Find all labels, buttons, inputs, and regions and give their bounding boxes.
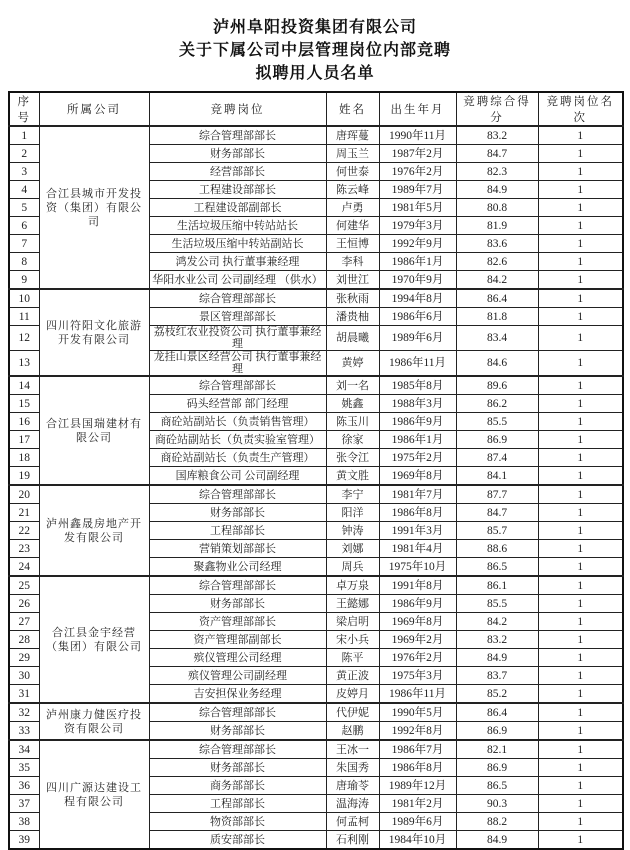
position-cell: 工程部部长 (149, 522, 326, 540)
rank-cell: 1 (538, 235, 623, 253)
score-cell: 86.5 (456, 558, 538, 577)
rank-cell: 1 (538, 777, 623, 795)
position-cell: 华阳水业公司 公司副经理 （供水） (149, 271, 326, 290)
row-number-cell: 12 (9, 326, 39, 351)
score-cell: 84.9 (456, 831, 538, 850)
position-cell: 殡仪管理公司副经理 (149, 667, 326, 685)
birth-cell: 1986年6月 (379, 308, 456, 326)
position-cell: 商砼站副站长（负责实验室管理） (149, 431, 326, 449)
position-cell: 综合管理部部长 (149, 126, 326, 145)
rank-cell: 1 (538, 703, 623, 722)
row-number-cell: 34 (9, 740, 39, 759)
name-cell: 钟涛 (326, 522, 379, 540)
score-cell: 85.7 (456, 522, 538, 540)
position-cell: 资产管理部副部长 (149, 631, 326, 649)
rank-cell: 1 (538, 376, 623, 395)
rank-cell: 1 (538, 595, 623, 613)
rank-cell: 1 (538, 613, 623, 631)
rank-cell: 1 (538, 145, 623, 163)
position-cell: 工程建设部副部长 (149, 199, 326, 217)
table-row (9, 289, 623, 308)
title-line-3: 拟聘用人员名单 (255, 65, 375, 82)
row-number-cell: 20 (9, 485, 39, 504)
row-number-cell: 37 (9, 795, 39, 813)
rank-cell: 1 (538, 351, 623, 377)
row-number-cell: 32 (9, 703, 39, 722)
name-cell: 陈玉川 (326, 413, 379, 431)
score-cell: 84.2 (456, 613, 538, 631)
row-number-cell: 29 (9, 649, 39, 667)
table-row (9, 576, 623, 595)
score-cell: 82.6 (456, 253, 538, 271)
rank-cell: 1 (538, 522, 623, 540)
score-cell: 85.5 (456, 413, 538, 431)
header-serial: 序号 (9, 92, 39, 126)
rank-cell: 1 (538, 289, 623, 308)
name-cell: 徐家 (326, 431, 379, 449)
score-cell: 90.3 (456, 795, 538, 813)
row-number-cell: 9 (9, 271, 39, 290)
birth-cell: 1969年8月 (379, 613, 456, 631)
score-cell: 86.1 (456, 576, 538, 595)
name-cell: 周兵 (326, 558, 379, 577)
name-cell: 卓万泉 (326, 576, 379, 595)
name-cell: 李宁 (326, 485, 379, 504)
position-cell: 生活垃圾压缩中转站站长 (149, 217, 326, 235)
rank-cell: 1 (538, 722, 623, 741)
row-number-cell: 13 (9, 351, 39, 377)
birth-cell: 1986年11月 (379, 351, 456, 377)
row-number-cell: 8 (9, 253, 39, 271)
name-cell: 代伊妮 (326, 703, 379, 722)
birth-cell: 1986年8月 (379, 504, 456, 522)
position-cell: 龙挂山景区经营公司 执行董事兼经理 (149, 351, 326, 377)
birth-cell: 1975年2月 (379, 449, 456, 467)
position-cell: 码头经营部 部门经理 (149, 395, 326, 413)
row-number-cell: 14 (9, 376, 39, 395)
rank-cell: 1 (538, 199, 623, 217)
position-cell: 殡仪管理公司经理 (149, 649, 326, 667)
row-number-cell: 38 (9, 813, 39, 831)
position-cell: 景区管理部部长 (149, 308, 326, 326)
position-cell: 物资部部长 (149, 813, 326, 831)
name-cell: 陈云峰 (326, 181, 379, 199)
birth-cell: 1985年8月 (379, 376, 456, 395)
row-number-cell: 30 (9, 667, 39, 685)
birth-cell: 1989年6月 (379, 813, 456, 831)
birth-cell: 1975年10月 (379, 558, 456, 577)
position-cell: 综合管理部部长 (149, 485, 326, 504)
score-cell: 84.1 (456, 467, 538, 486)
row-number-cell: 21 (9, 504, 39, 522)
row-number-cell: 11 (9, 308, 39, 326)
score-cell: 83.2 (456, 631, 538, 649)
position-cell: 经营部部长 (149, 163, 326, 181)
birth-cell: 1994年8月 (379, 289, 456, 308)
table-row (9, 376, 623, 395)
rank-cell: 1 (538, 504, 623, 522)
score-cell: 80.8 (456, 199, 538, 217)
birth-cell: 1986年9月 (379, 413, 456, 431)
name-cell: 黄婷 (326, 351, 379, 377)
birth-cell: 1986年1月 (379, 431, 456, 449)
score-cell: 84.7 (456, 145, 538, 163)
header-company: 所属公司 (39, 92, 149, 126)
name-cell: 唐瑜苓 (326, 777, 379, 795)
position-cell: 财务部部长 (149, 722, 326, 741)
name-cell: 李科 (326, 253, 379, 271)
row-number-cell: 4 (9, 181, 39, 199)
table-row (9, 126, 623, 145)
rank-cell: 1 (538, 271, 623, 290)
rank-cell: 1 (538, 831, 623, 850)
name-cell: 卢勇 (326, 199, 379, 217)
birth-cell: 1976年2月 (379, 163, 456, 181)
row-number-cell: 26 (9, 595, 39, 613)
score-cell: 86.9 (456, 431, 538, 449)
birth-cell: 1991年8月 (379, 576, 456, 595)
row-number-cell: 10 (9, 289, 39, 308)
name-cell: 胡晨曦 (326, 326, 379, 351)
position-cell: 综合管理部部长 (149, 289, 326, 308)
row-number-cell: 7 (9, 235, 39, 253)
birth-cell: 1986年7月 (379, 740, 456, 759)
score-cell: 82.1 (456, 740, 538, 759)
header-position: 竞聘岗位 (149, 92, 326, 126)
name-cell: 唐珲蔓 (326, 126, 379, 145)
position-cell: 吉安担保业务经理 (149, 685, 326, 704)
name-cell: 姚鑫 (326, 395, 379, 413)
row-number-cell: 15 (9, 395, 39, 413)
header-birth: 出生年月 (379, 92, 456, 126)
score-cell: 86.2 (456, 395, 538, 413)
birth-cell: 1990年5月 (379, 703, 456, 722)
birth-cell: 1979年3月 (379, 217, 456, 235)
company-cell: 四川符阳文化旅游开发有限公司 (39, 289, 149, 376)
rank-cell: 1 (538, 308, 623, 326)
position-cell: 综合管理部部长 (149, 740, 326, 759)
table-row (9, 740, 623, 759)
rank-cell: 1 (538, 431, 623, 449)
rank-cell: 1 (538, 181, 623, 199)
table-row (9, 485, 623, 504)
position-cell: 聚鑫物业公司经理 (149, 558, 326, 577)
position-cell: 财务部部长 (149, 595, 326, 613)
position-cell: 资产管理部部长 (149, 613, 326, 631)
row-number-cell: 18 (9, 449, 39, 467)
score-cell: 84.2 (456, 271, 538, 290)
name-cell: 张令江 (326, 449, 379, 467)
row-number-cell: 6 (9, 217, 39, 235)
score-cell: 84.6 (456, 351, 538, 377)
document-title (0, 0, 630, 85)
score-cell: 86.9 (456, 722, 538, 741)
rank-cell: 1 (538, 685, 623, 704)
name-cell: 刘一名 (326, 376, 379, 395)
row-number-cell: 19 (9, 467, 39, 486)
company-cell: 泸州康力健医疗投资有限公司 (39, 703, 149, 740)
position-cell: 鸿发公司 执行董事兼经理 (149, 253, 326, 271)
rank-cell: 1 (538, 413, 623, 431)
company-cell: 泸州鑫晟房地产开发有限公司 (39, 485, 149, 576)
birth-cell: 1975年3月 (379, 667, 456, 685)
birth-cell: 1976年2月 (379, 649, 456, 667)
score-cell: 88.6 (456, 540, 538, 558)
score-cell: 81.9 (456, 217, 538, 235)
birth-cell: 1969年8月 (379, 467, 456, 486)
position-cell: 综合管理部部长 (149, 376, 326, 395)
name-cell: 王懿娜 (326, 595, 379, 613)
rank-cell: 1 (538, 126, 623, 145)
score-cell: 85.5 (456, 595, 538, 613)
name-cell: 何世泰 (326, 163, 379, 181)
score-cell: 87.7 (456, 485, 538, 504)
row-number-cell: 24 (9, 558, 39, 577)
row-number-cell: 23 (9, 540, 39, 558)
rank-cell: 1 (538, 163, 623, 181)
rank-cell: 1 (538, 576, 623, 595)
rank-cell: 1 (538, 253, 623, 271)
header-rank: 竞聘岗位名次 (538, 92, 623, 126)
birth-cell: 1986年9月 (379, 595, 456, 613)
birth-cell: 1986年1月 (379, 253, 456, 271)
birth-cell: 1981年2月 (379, 795, 456, 813)
name-cell: 王恒博 (326, 235, 379, 253)
birth-cell: 1987年2月 (379, 145, 456, 163)
position-cell: 财务部部长 (149, 504, 326, 522)
position-cell: 商务部部长 (149, 777, 326, 795)
position-cell: 工程部部长 (149, 795, 326, 813)
name-cell: 何孟柯 (326, 813, 379, 831)
birth-cell: 1986年8月 (379, 759, 456, 777)
position-cell: 生活垃圾压缩中转站副站长 (149, 235, 326, 253)
position-cell: 财务部部长 (149, 145, 326, 163)
name-cell: 刘娜 (326, 540, 379, 558)
score-cell: 81.8 (456, 308, 538, 326)
rank-cell: 1 (538, 326, 623, 351)
name-cell: 王冰一 (326, 740, 379, 759)
birth-cell: 1981年4月 (379, 540, 456, 558)
score-cell: 86.5 (456, 777, 538, 795)
row-number-cell: 27 (9, 613, 39, 631)
birth-cell: 1986年11月 (379, 685, 456, 704)
name-cell: 周玉兰 (326, 145, 379, 163)
score-cell: 83.4 (456, 326, 538, 351)
header-name: 姓名 (326, 92, 379, 126)
row-number-cell: 22 (9, 522, 39, 540)
name-cell: 黄正波 (326, 667, 379, 685)
rank-cell: 1 (538, 485, 623, 504)
name-cell: 皮婷月 (326, 685, 379, 704)
row-number-cell: 39 (9, 831, 39, 850)
score-cell: 86.4 (456, 703, 538, 722)
row-number-cell: 31 (9, 685, 39, 704)
company-cell: 合江县城市开发投资（集团）有限公司 (39, 126, 149, 289)
row-number-cell: 5 (9, 199, 39, 217)
rank-cell: 1 (538, 667, 623, 685)
birth-cell: 1981年7月 (379, 485, 456, 504)
name-cell: 陈平 (326, 649, 379, 667)
table-header (9, 92, 623, 126)
score-cell: 88.2 (456, 813, 538, 831)
birth-cell: 1992年8月 (379, 722, 456, 741)
score-cell: 86.4 (456, 289, 538, 308)
table-body (9, 126, 623, 849)
birth-cell: 1970年9月 (379, 271, 456, 290)
roster-table (8, 91, 624, 850)
position-cell: 综合管理部部长 (149, 703, 326, 722)
name-cell: 宋小兵 (326, 631, 379, 649)
rank-cell: 1 (538, 467, 623, 486)
score-cell: 83.2 (456, 126, 538, 145)
position-cell: 工程建设部部长 (149, 181, 326, 199)
title-line-2: 关于下属公司中层管理岗位内部竞聘 (178, 42, 451, 59)
rank-cell: 1 (538, 540, 623, 558)
position-cell: 商砼站副站长（负责生产管理） (149, 449, 326, 467)
position-cell: 国库粮食公司 公司副经理 (149, 467, 326, 486)
rank-cell: 1 (538, 759, 623, 777)
score-cell: 84.9 (456, 649, 538, 667)
rank-cell: 1 (538, 217, 623, 235)
score-cell: 87.4 (456, 449, 538, 467)
company-cell: 四川广源达建设工程有限公司 (39, 740, 149, 849)
birth-cell: 1969年2月 (379, 631, 456, 649)
score-cell: 82.3 (456, 163, 538, 181)
score-cell: 83.7 (456, 667, 538, 685)
birth-cell: 1981年5月 (379, 199, 456, 217)
row-number-cell: 33 (9, 722, 39, 741)
birth-cell: 1991年3月 (379, 522, 456, 540)
rank-cell: 1 (538, 395, 623, 413)
name-cell: 黄文胜 (326, 467, 379, 486)
row-number-cell: 36 (9, 777, 39, 795)
birth-cell: 1989年7月 (379, 181, 456, 199)
rank-cell: 1 (538, 449, 623, 467)
rank-cell: 1 (538, 795, 623, 813)
name-cell: 潘贵柚 (326, 308, 379, 326)
score-cell: 83.6 (456, 235, 538, 253)
score-cell: 84.9 (456, 181, 538, 199)
row-number-cell: 2 (9, 145, 39, 163)
name-cell: 朱国秀 (326, 759, 379, 777)
position-cell: 质安部部长 (149, 831, 326, 850)
rank-cell: 1 (538, 558, 623, 577)
score-cell: 89.6 (456, 376, 538, 395)
birth-cell: 1989年12月 (379, 777, 456, 795)
birth-cell: 1992年9月 (379, 235, 456, 253)
score-cell: 86.9 (456, 759, 538, 777)
row-number-cell: 16 (9, 413, 39, 431)
score-cell: 84.7 (456, 504, 538, 522)
name-cell: 阳洋 (326, 504, 379, 522)
rank-cell: 1 (538, 649, 623, 667)
row-number-cell: 28 (9, 631, 39, 649)
company-cell: 合江县国瑞建材有限公司 (39, 376, 149, 485)
row-number-cell: 17 (9, 431, 39, 449)
row-number-cell: 1 (9, 126, 39, 145)
row-number-cell: 3 (9, 163, 39, 181)
name-cell: 何建华 (326, 217, 379, 235)
name-cell: 石利刚 (326, 831, 379, 850)
name-cell: 刘世江 (326, 271, 379, 290)
birth-cell: 1984年10月 (379, 831, 456, 850)
title-line-1: 泸州阜阳投资集团有限公司 (212, 19, 417, 36)
row-number-cell: 25 (9, 576, 39, 595)
score-cell: 85.2 (456, 685, 538, 704)
header-score: 竞聘综合得分 (456, 92, 538, 126)
position-cell: 财务部部长 (149, 759, 326, 777)
rank-cell: 1 (538, 813, 623, 831)
name-cell: 梁启明 (326, 613, 379, 631)
company-cell: 合江县金宇经营（集团）有限公司 (39, 576, 149, 703)
position-cell: 荔枝红农业投资公司 执行董事兼经理 (149, 326, 326, 351)
position-cell: 营销策划部部长 (149, 540, 326, 558)
birth-cell: 1989年6月 (379, 326, 456, 351)
row-number-cell: 35 (9, 759, 39, 777)
rank-cell: 1 (538, 631, 623, 649)
name-cell: 温海涛 (326, 795, 379, 813)
birth-cell: 1988年3月 (379, 395, 456, 413)
table-row (9, 703, 623, 722)
name-cell: 张秋雨 (326, 289, 379, 308)
header-row (9, 92, 623, 126)
birth-cell: 1990年11月 (379, 126, 456, 145)
name-cell: 赵鹏 (326, 722, 379, 741)
position-cell: 商砼站副站长（负责销售管理） (149, 413, 326, 431)
rank-cell: 1 (538, 740, 623, 759)
position-cell: 综合管理部部长 (149, 576, 326, 595)
